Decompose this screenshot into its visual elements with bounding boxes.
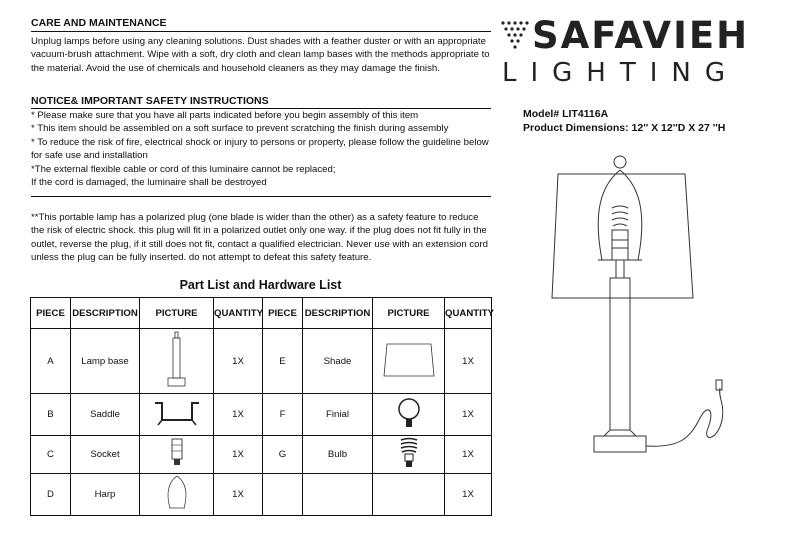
safety-line: *The external flexible cable or cord of this luminaire cannot be replaced;	[31, 163, 336, 175]
description-cell: Harp	[71, 474, 140, 516]
care-line: Unplug lamps before using any cleaning solutions. Dust shades with a feather duster or with an appropriate	[31, 36, 486, 47]
quantity-cell: 1X	[445, 394, 492, 436]
parts-table	[30, 297, 495, 516]
piece-cell: G	[263, 436, 303, 474]
product-dimensions: Product Dimensions: 12'' X 12''D X 27 ''H	[523, 122, 726, 134]
finial-icon	[396, 396, 422, 430]
description-cell: Socket	[71, 436, 140, 474]
quantity-cell: 1X	[445, 329, 492, 394]
model-number: Model# LIT4116A	[523, 108, 609, 120]
picture-cell	[140, 394, 214, 436]
picture-cell	[140, 329, 214, 394]
piece-cell: E	[263, 329, 303, 394]
table-row	[31, 474, 492, 516]
column-header: PICTURE	[140, 298, 214, 329]
description-cell: Bulb	[303, 436, 373, 474]
safety-line: * To reduce the risk of fire, electrical shock or injury to persons or property, please follow the guideline below	[31, 136, 489, 148]
piece-cell: F	[263, 394, 303, 436]
description-cell: Finial	[303, 394, 373, 436]
column-header: PICTURE	[373, 298, 445, 329]
table-row	[31, 394, 492, 436]
product-info	[523, 107, 725, 135]
piece-cell	[263, 474, 303, 516]
quantity-cell: 1X	[214, 436, 263, 474]
bulb-icon	[398, 436, 420, 470]
divider	[31, 31, 491, 32]
parts-title: Part List and Hardware List	[179, 278, 342, 292]
chandelier-dots-icon	[500, 20, 530, 54]
safety-line: If the cord is damaged, the luminaire shall be destroyed	[31, 177, 267, 189]
picture-cell	[140, 436, 214, 474]
brand-sub: LIGHTING	[502, 58, 739, 88]
piece-cell: B	[31, 394, 71, 436]
safety-line: for safe use and installation	[31, 150, 148, 162]
plug-text	[31, 211, 488, 265]
quantity-cell: 1X	[214, 474, 263, 516]
description-cell: Saddle	[71, 394, 140, 436]
socket-icon	[167, 437, 187, 469]
description-cell: Lamp base	[71, 329, 140, 394]
safety-heading: NOTICE& IMPORTANT SAFETY INSTRUCTIONS	[31, 95, 269, 107]
brand-name: SAFAVIEH	[532, 14, 750, 57]
piece-cell: D	[31, 474, 71, 516]
column-header: PIECE	[263, 298, 303, 329]
column-header: DESCRIPTION	[303, 298, 373, 329]
shade-icon	[381, 340, 437, 380]
plug-line: unless the plug can be fully inserted. do not attempt to defeat this safety feature.	[31, 252, 372, 264]
lamp-base-icon	[162, 330, 192, 390]
piece-cell: C	[31, 436, 71, 474]
harp-icon	[164, 474, 190, 512]
safety-line: * This item should be assembled on a soft surface to prevent scratching the finish during assembly	[31, 123, 449, 135]
plug-line: **This portable lamp has a polarized plug (one blade is wider than the other) as a safety feature to reduce	[31, 212, 479, 223]
quantity-cell: 1X	[214, 394, 263, 436]
picture-cell	[140, 474, 214, 516]
plug-line: the risk of electric shock. this plug will fit in a polarized outlet only one way. if the plug does not fit fully in the	[31, 225, 487, 237]
care-line: vacuum-brush attachment. Wipe with a soft, dry cloth and clean lamp bases with the methods appropriate to	[31, 49, 490, 61]
column-header: QUANTITY	[214, 298, 263, 329]
column-header: QUANTITY	[445, 298, 492, 329]
care-heading: CARE AND MAINTENANCE	[31, 17, 167, 29]
care-line: the material. Avoid the use of chemicals and household cleaners as they may damage the finish.	[31, 62, 440, 74]
safety-text	[31, 109, 489, 189]
picture-cell	[373, 436, 445, 474]
divider	[31, 196, 491, 197]
quantity-cell: 1X	[445, 474, 492, 516]
column-header: PIECE	[31, 298, 71, 329]
quantity-cell: 1X	[445, 436, 492, 474]
plug-line: outlet, reverse the plug, if it still does not fit, contact a qualified electrician. Never use with an extension cord	[31, 238, 489, 250]
table-row	[31, 329, 492, 394]
column-header: DESCRIPTION	[71, 298, 140, 329]
picture-cell	[373, 329, 445, 394]
table-header-row	[31, 298, 492, 329]
description-cell: Shade	[303, 329, 373, 394]
picture-cell	[373, 474, 445, 516]
piece-cell: A	[31, 329, 71, 394]
description-cell	[303, 474, 373, 516]
lamp-illustration	[540, 148, 790, 468]
quantity-cell: 1X	[214, 329, 263, 394]
table-row	[31, 436, 492, 474]
saddle-icon	[152, 398, 202, 428]
picture-cell	[373, 394, 445, 436]
care-text	[31, 35, 490, 75]
safety-line: * Please make sure that you have all parts indicated before you begin assembly of this item	[31, 110, 419, 121]
